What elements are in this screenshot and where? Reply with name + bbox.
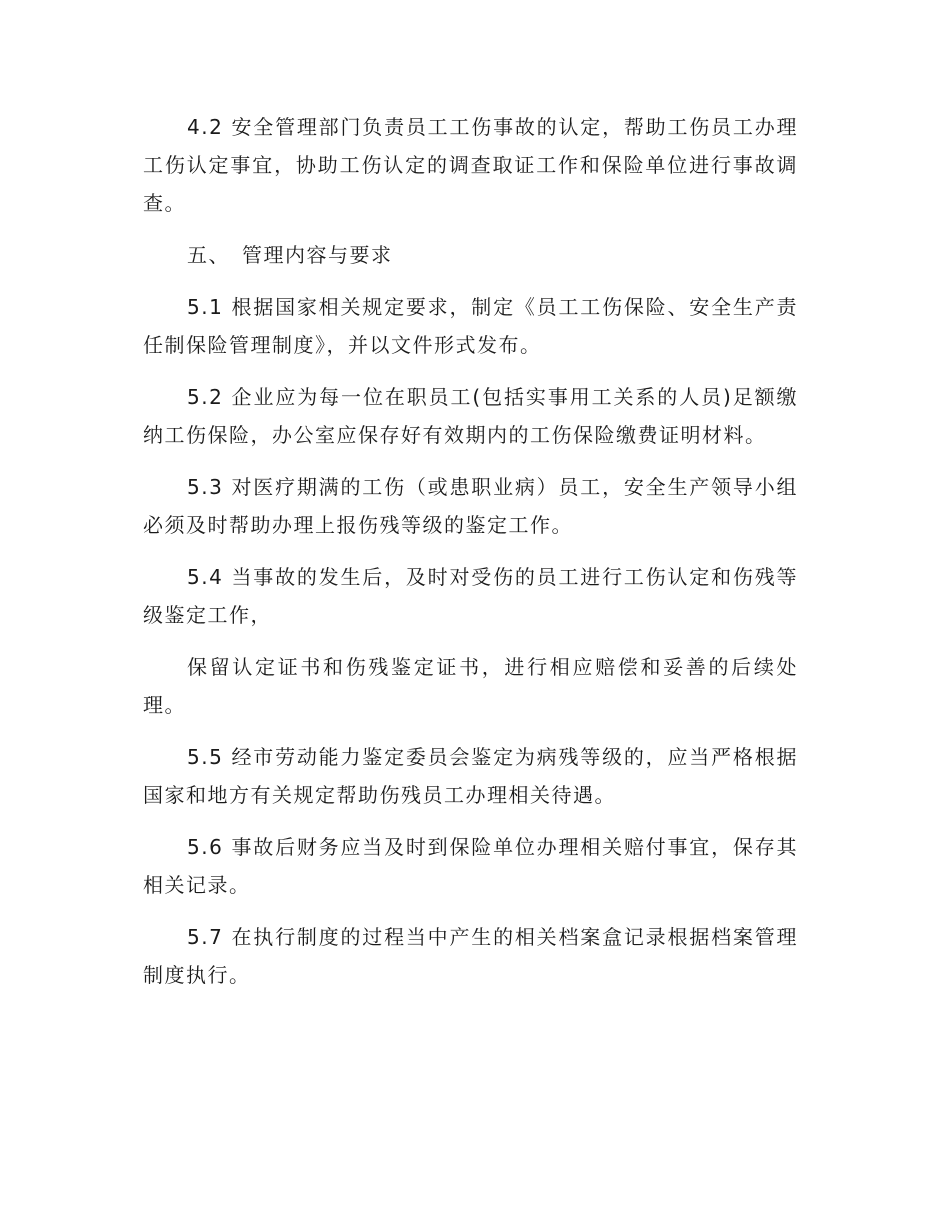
document-body — [143, 108, 798, 1008]
paragraph-5-4-continued: 保留认定证书和伤残鉴定证书，进行相应赔偿和妥善的后续处理。 — [143, 655, 798, 717]
paragraph-5-3: 5.3 对医疗期满的工伤（或患职业病）员工，安全生产领导小组必须及时帮助办理上报伤残等级的鉴定工作。 — [143, 475, 798, 537]
section-number: 五、 — [187, 243, 230, 267]
paragraph-4-2: 4.2 安全管理部门负责员工工伤事故的认定，帮助工伤员工办理工伤认定事宜，协助工伤认定的调查取证工作和保险单位进行事故调查。 — [143, 115, 798, 215]
paragraph-5-6: 5.6 事故后财务应当及时到保险单位办理相关赔付事宜，保存其相关记录。 — [143, 835, 798, 897]
paragraph-5-2: 5.2 企业应为每一位在职员工(包括实事用工关系的人员)足额缴纳工伤保险，办公室应保存好有效期内的工伤保险缴费证明材料。 — [143, 385, 798, 447]
section-heading-5 — [143, 236, 798, 274]
paragraph-5-7: 5.7 在执行制度的过程当中产生的相关档案盒记录根据档案管理制度执行。 — [143, 925, 798, 987]
section-title: 管理内容与要求 — [242, 243, 393, 267]
paragraph-5-4: 5.4 当事故的发生后，及时对受伤的员工进行工伤认定和伤残等级鉴定工作， — [143, 565, 798, 627]
paragraph-5-5: 5.5 经市劳动能力鉴定委员会鉴定为病残等级的，应当严格根据国家和地方有关规定帮助伤残员工办理相关待遇。 — [143, 745, 798, 807]
paragraph-5-1: 5.1 根据国家相关规定要求，制定《员工工伤保险、安全生产责任制保险管理制度》，并以文件形式发布。 — [143, 295, 798, 357]
